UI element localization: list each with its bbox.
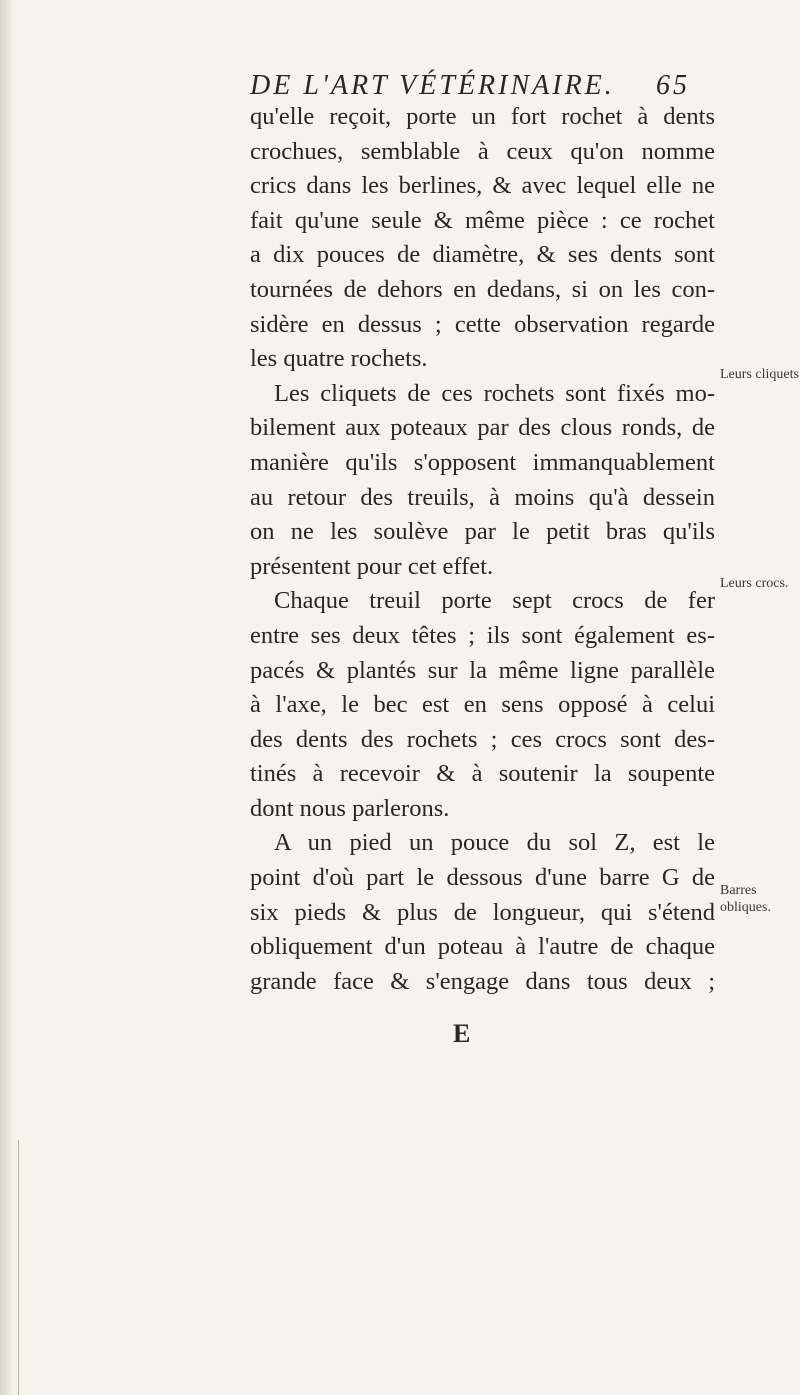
text-line: crochues, semblable à ceux qu'on nomme: [250, 137, 715, 165]
text-line: présentent pour cet effet.: [250, 552, 494, 580]
text-line: à l'axe, le bec est en sens opposé à celui: [250, 691, 715, 719]
text-line: on ne les soulève par le petit bras qu'ils: [250, 518, 715, 546]
text-line: pacés & plantés sur la même ligne parallèle: [250, 656, 715, 684]
text-line: dont nous parlerons.: [250, 794, 450, 822]
text-line: tinés à recevoir & à soutenir la soupente: [250, 760, 715, 788]
running-head-title: DE L'ART VÉTÉRINAIRE.: [250, 70, 615, 101]
text-line: des dents des rochets ; ces crocs sont des-: [250, 725, 715, 753]
margin-note-crocs: Leurs crocs.: [720, 576, 789, 591]
signature-mark: E: [453, 1019, 471, 1048]
margin-note-cliquets: Leurs cliquets: [720, 367, 799, 382]
text-line: A un pied un pouce du sol Z, est le: [274, 829, 715, 857]
margin-note-obliques: obliques.: [720, 900, 771, 915]
binding-line: [18, 1140, 19, 1395]
text-line: crics dans les berlines, & avec lequel elle ne: [250, 172, 715, 200]
text-line: obliquement d'un poteau à l'autre de chaque: [250, 933, 715, 961]
page-number: 65: [656, 70, 690, 101]
text-line: Les cliquets de ces rochets sont fixés mo-: [274, 379, 715, 407]
margin-note-barres: Barres: [720, 883, 757, 898]
text-line: grande face & s'engage dans tous deux ;: [250, 967, 715, 995]
text-line: a dix pouces de diamètre, & ses dents sont: [250, 241, 715, 269]
text-line: bilement aux poteaux par des clous ronds, de: [250, 414, 715, 442]
text-line: qu'elle reçoit, porte un fort rochet à dents: [250, 103, 715, 130]
text-line: entre ses deux têtes ; ils sont également es-: [250, 621, 715, 649]
text-line: fait qu'une seule & même pièce : ce rochet: [250, 206, 715, 234]
text-line: sidère en dessus ; cette observation regarde: [250, 310, 715, 338]
text-line: manière qu'ils s'opposent immanquablement: [250, 448, 715, 476]
text-line: six pieds & plus de longueur, qui s'étend: [250, 898, 715, 926]
text-line: tournées de dehors en dedans, si on les con-: [250, 275, 715, 303]
text-line: au retour des treuils, à moins qu'à dessein: [250, 483, 715, 511]
text-line: point d'où part le dessous d'une barre G de: [250, 864, 715, 892]
text-line: Chaque treuil porte sept crocs de fer: [274, 587, 715, 615]
text-line: les quatre rochets.: [250, 345, 428, 373]
page-edge-shadow: [0, 0, 14, 1395]
body-text: [250, 100, 715, 999]
